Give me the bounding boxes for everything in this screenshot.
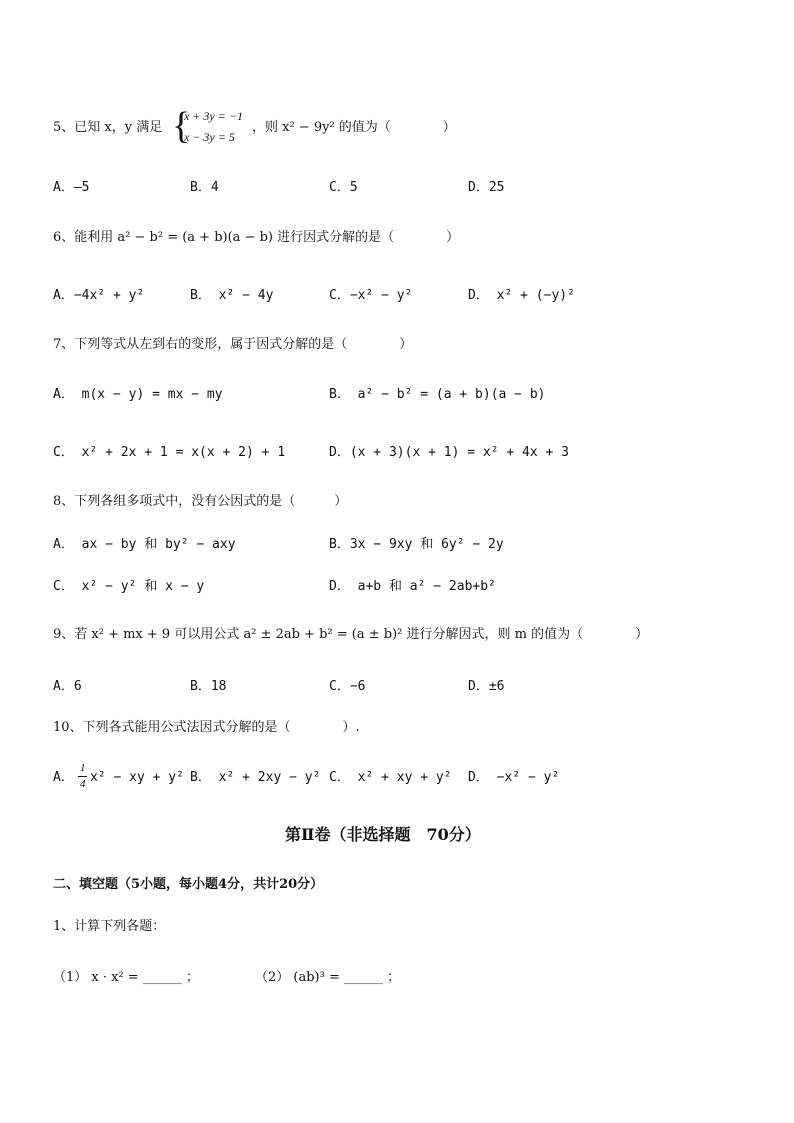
q8-stem: 8、下列各组多项式中，没有公因式的是（ ） [53,494,348,509]
q9-option-c[interactable]: C．−6 [329,679,366,694]
q10-option-a-frac-bar [78,776,87,777]
q7-option-b[interactable]: B． a² − b² = (a + b)(a − b) [329,387,546,402]
q10-option-a-rest[interactable]: x² − xy + y² [90,770,184,785]
part2-title: 第Ⅱ卷（非选择题 70分） [285,825,481,844]
q5-system-eq2: x − 3y = 5 [184,130,235,144]
q7-stem: 7、下列等式从左到右的变形，属于因式分解的是（ ） [53,337,413,352]
q6-option-d[interactable]: D． x² + (−y)² [468,288,575,303]
fill-q1-part1: （1） x · x² = ______ ； [53,970,199,985]
q5-prefix: 5、已知 x，y 满足 [53,120,163,135]
q6-stem: 6、能利用 a² − b² = (a + b)(a − b) 进行因式分解的是（ ） [53,230,460,245]
q5-option-c[interactable]: C．5 [329,180,358,195]
q9-option-d[interactable]: D．±6 [468,679,505,694]
q8-option-c[interactable]: C． x² − y² 和 x − y [53,579,205,594]
q9-option-a[interactable]: A．6 [53,679,82,694]
q9-stem: 9、若 x² + mx + 9 可以用公式 a² ± 2ab + b² = (a ± b)² 进行分解因式，则 m 的值为（ ） [53,627,649,642]
q10-option-a-prefix[interactable]: A． [53,770,74,785]
q5-option-d[interactable]: D．25 [468,180,505,195]
q7-option-a[interactable]: A． m(x − y) = mx − my [53,387,223,402]
q7-option-c[interactable]: C． x² + 2x + 1 = x(x + 2) + 1 [53,445,286,460]
q6-option-c[interactable]: C．−x² − y² [329,288,413,303]
q8-option-b[interactable]: B．3x − 9xy 和 6y² − 2y [329,537,504,552]
q10-option-a-frac-numerator: 1 [80,762,86,774]
fill-q1-stem: 1、计算下列各题： [53,919,166,934]
q9-option-b[interactable]: B．18 [190,679,227,694]
q10-stem: 10、下列各式能用公式法因式分解的是（ ）. [53,720,360,735]
q6-option-a[interactable]: A．−4x² + y² [53,288,145,303]
q7-option-d[interactable]: D．(x + 3)(x + 1) = x² + 4x + 3 [329,445,569,460]
q5-option-b[interactable]: B．4 [190,180,219,195]
q10-option-d[interactable]: D． −x² − y² [468,770,560,785]
section-fill-in-blank-heading: 二、填空题（5小题，每小题4分，共计20分） [53,877,324,892]
q8-option-a[interactable]: A． ax − by 和 by² − axy [53,537,236,552]
q5-system-eq1: x + 3y = −1 [184,109,243,123]
q5-option-a[interactable]: A．—5 [53,180,90,195]
q6-option-b[interactable]: B． x² − 4y [190,288,274,303]
fill-q1-part2: （2） (ab)³ = ______ ； [255,970,401,985]
q5-system-brace: { [172,105,191,147]
q10-option-c[interactable]: C． x² + xy + y² [329,770,452,785]
q10-option-b[interactable]: B． x² + 2xy − y² [190,770,321,785]
q5-suffix: ，则 x² − 9y² 的值为（ ） [252,120,456,135]
q8-option-d[interactable]: D． a+b 和 a² − 2ab+b² [329,579,496,594]
q10-option-a-frac-denominator: 4 [80,778,86,790]
